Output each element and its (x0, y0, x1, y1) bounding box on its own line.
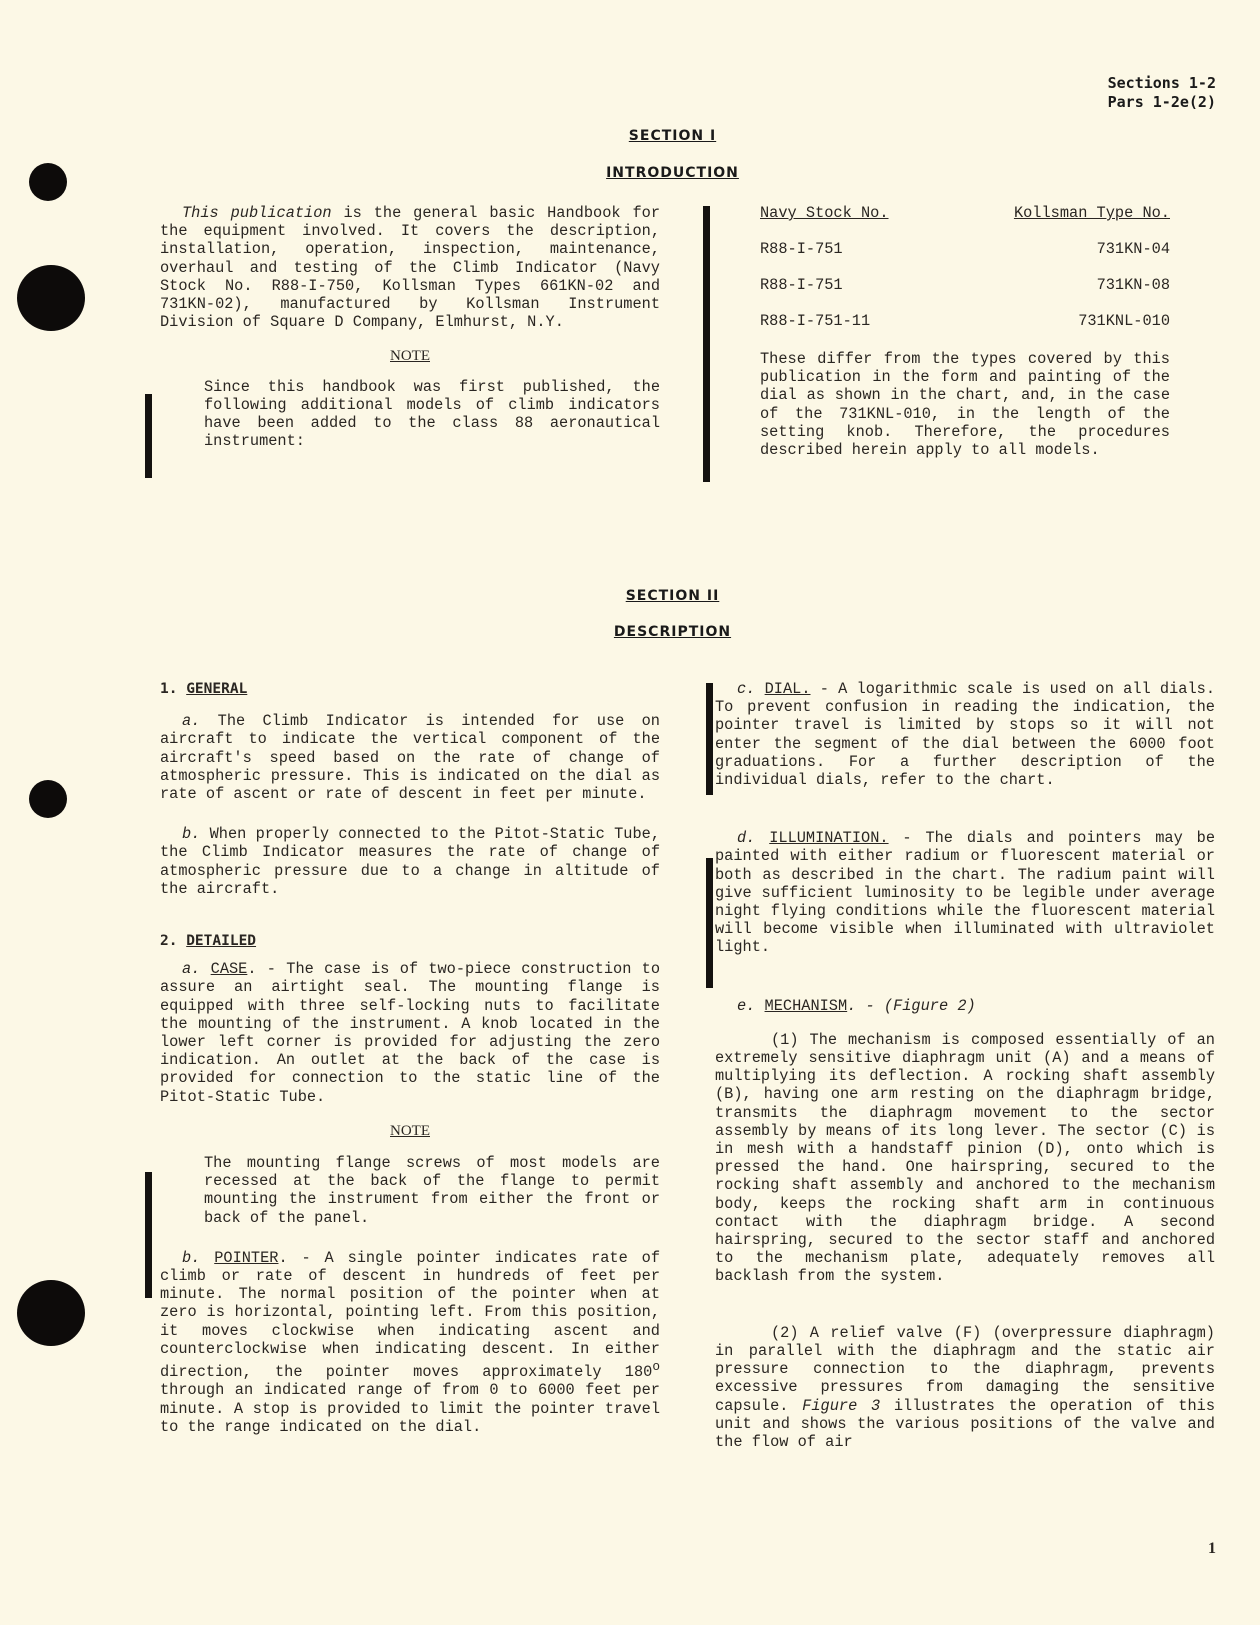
heading-label: GENERAL (186, 681, 248, 697)
note-text: The mounting flange screws of most models are recessed at the back of the flange to permit mounting the instrument from either the front or back of the panel. (204, 1154, 660, 1227)
kollsman-type-cell: 731KNL-010 (1078, 312, 1170, 330)
paragraph-2c (715, 680, 1215, 789)
binder-hole (17, 265, 85, 331)
revision-bar (145, 1172, 152, 1298)
kollsman-type-cell: 731KN-04 (1096, 240, 1170, 258)
navy-stock-cell: R88-I-751 (760, 240, 843, 258)
note-text: Since this handbook was first published, the following additional models of climb indicators have been added to the class 88 aeronautical instrument: (204, 377, 660, 451)
header-kollsman-type: Kollsman Type No. (1013, 204, 1170, 222)
section-1-title: SECTION I (628, 128, 717, 144)
para-title: POINTER (214, 1248, 279, 1267)
paragraph-1b (160, 825, 660, 898)
heading-number: 1. (160, 681, 187, 697)
para-label: b. (182, 825, 201, 844)
navy-stock-cell: R88-I-751-11 (760, 312, 871, 330)
intro-text: is the general basic Handbook for the equipment involved. It covers the description, installation, operation, inspection, maintenance, overhaul and testing of the Climb Indicator (Navy Stock No. R88-I-750, Kollsman Types 661KN-02 and 731KN-02), manufactured by Kollsman Instrument Division of Square D Company, Elmhurst, N.Y. (160, 204, 661, 332)
intro-lead: This publication (182, 204, 332, 222)
heading-general (160, 680, 660, 698)
figure-reference: . - (Figure 2) (847, 996, 976, 1015)
revision-bar (145, 394, 152, 478)
kollsman-type-cell: 731KN-08 (1096, 276, 1170, 294)
note-title: NOTE (390, 1122, 430, 1139)
section-1-subtitle: INTRODUCTION (606, 165, 739, 181)
models-table (760, 204, 1170, 348)
para-text: - The dials and pointers may be painted with either radium or fluorescent material or both as described in the chart. The radium paint will give sufficient luminosity to be legible under average night flying conditions while the fluorescent material will become visible when illuminated with ultraviolet light. (715, 829, 1215, 957)
paragraph-2e1: (1) The mechanism is composed essentially of an extremely sensitive diaphragm unit (A) and a means of multiplying its deflection. A rocking shaft assembly (B), having one arm resting on the diaphragm bridge, transmits the diaphragm movement to the sector assembly by means of its long lever. The sector (C) is in mesh with a handstaff pinion (D), onto which is pressed the hand. One hairspring, secured to the rocking shaft assembly and anchored to the mechanism body, keeps the rocking shaft arm in continuous contact with the diaphragm bridge. A second hairspring, secured to the sector staff and anchored to the mechanism plate, adequately removes all backlash from the system. (715, 1030, 1215, 1286)
navy-stock-cell: R88-I-751 (760, 276, 843, 294)
heading-detailed (160, 932, 660, 950)
table-followup (760, 350, 1170, 459)
table-row (760, 240, 1170, 276)
para-title: CASE (210, 960, 248, 979)
heading-label: DETAILED (186, 933, 257, 950)
note-title: NOTE (390, 348, 430, 365)
para-label: e. (737, 996, 756, 1015)
paragraph-2b (160, 1249, 660, 1436)
para-text: (2) A relief valve (F) (overpressure diaphragm) in parallel with the diaphragm and the static air pressure connection to the diaphragm, prevents excessive pressures from damaging the sensitive capsule. (715, 1323, 1215, 1415)
sections-ref: Sections 1-2 (1107, 74, 1216, 92)
paragraph-2e2 (715, 1324, 1215, 1451)
binder-hole (17, 1280, 85, 1346)
section-2-title: SECTION II (625, 588, 720, 604)
page-header (1108, 74, 1216, 112)
intro-column (160, 204, 660, 450)
para-text: . - A single pointer indicates rate of climb or rate of descent in hundreds of feet per minute. The normal position of the pointer when at zero is horizontal, pointing left. From this position, it moves clockwise when indicating ascent and counterclockwise when indicating descent. In either direction, the pointer moves approximately 180 (160, 1248, 660, 1382)
para-text: - A logarithmic scale is used on all dials. To prevent confusion in reading the indication, the pointer travel is limited by stops so it will not enter the segment of the dial between the 6000 foot graduations. For a further description of the individual dials, refer to the chart. (715, 680, 1215, 790)
description-left-column (160, 680, 660, 1436)
header-navy-stock: Navy Stock No. (760, 204, 889, 222)
intro-paragraph (160, 204, 660, 331)
description-right-column (715, 680, 1215, 1451)
heading-number: 2. (160, 933, 187, 950)
para-text: The Climb Indicator is intended for use on aircraft to indicate the vertical component of the aircraft's speed based on the rate of change of atmospheric pressure. This is indicated on the dial as rate of ascent or rate of descent in feet per minute. (160, 712, 660, 804)
revision-bar (706, 683, 713, 795)
paragraph-2e (715, 997, 1215, 1015)
para-label: a. (182, 960, 201, 979)
table-row (760, 312, 1170, 348)
para-title: DIAL. (764, 680, 811, 698)
revision-bar (706, 858, 713, 988)
figure-reference: Figure 3 (802, 1396, 881, 1415)
para-text: through an indicated range of from 0 to 6000 feet per minute. A stop is provided to limit the pointer travel to the range indicated on the dial. (160, 1381, 660, 1436)
para-label: a. (182, 712, 201, 731)
table-row (760, 276, 1170, 312)
para-text: illustrates the operation of this unit and shows the various positions of the valve and the flow of air (715, 1396, 1215, 1451)
para-text: . - The case is of two-piece construction to assure an airtight seal. The mounting flange is equipped with three self-locking nuts to facilitate the mounting of the instrument. A knob located in the lower left corner is provided for adjusting the zero indication. An outlet at the back of the case is provided for connection to the static line of the Pitot-Static Tube. (160, 960, 660, 1106)
binder-hole (29, 780, 67, 818)
pars-ref: Pars 1-2e(2) (1107, 93, 1216, 111)
para-title: ILLUMINATION. (769, 829, 889, 848)
revision-bar (703, 206, 710, 482)
page-number: 1 (1208, 1540, 1216, 1557)
paragraph-2a (160, 960, 660, 1106)
para-label: b. (182, 1248, 201, 1267)
followup-text: These differ from the types covered by this publication in the form and painting of the dial as shown in the chart, and, in the case of the 731KNL-010, in the length of the setting knob. Therefore, the procedures described herein apply to all models. (760, 350, 1170, 460)
degree-symbol: o (652, 1359, 660, 1375)
para-title: MECHANISM (764, 996, 848, 1015)
para-label: d. (737, 829, 756, 848)
paragraph-2d (715, 829, 1215, 956)
para-label: c. (737, 680, 756, 698)
para-text: When properly connected to the Pitot-Static Tube, the Climb Indicator measures the rate of change of atmospheric pressure due to a change in altitude of the aircraft. (160, 825, 660, 898)
section-2-subtitle: DESCRIPTION (613, 624, 732, 640)
table-header-row (760, 204, 1170, 240)
paragraph-1a (160, 712, 660, 803)
